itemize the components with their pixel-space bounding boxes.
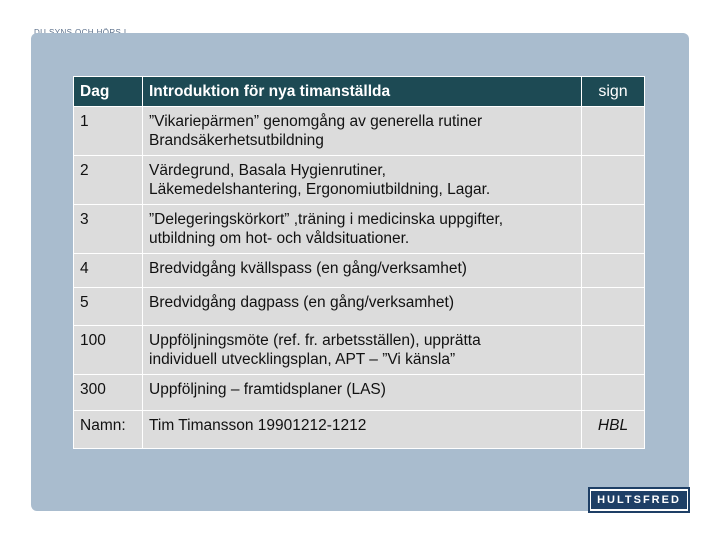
row-text-line: ”Delegeringskörkort” ,träning i medicinska uppgifter,: [149, 211, 504, 228]
row-day: 4: [74, 254, 143, 288]
footer-sign: HBL: [582, 411, 645, 449]
row-text-line: Uppföljning – framtidsplaner (LAS): [149, 381, 386, 398]
row-text-line: Värdegrund, Basala Hygienrutiner,: [149, 162, 386, 179]
footer-label: Namn:: [74, 411, 143, 449]
row-text: [143, 288, 582, 326]
row-text-line: ”Vikariepärmen” genomgång av generella rutiner: [149, 113, 483, 130]
row-day: 5: [74, 288, 143, 326]
header-title: Introduktion för nya timanställda: [143, 77, 582, 107]
row-sign-cell[interactable]: [582, 107, 645, 156]
row-text-line: Bredvidgång dagpass (en gång/verksamhet): [149, 294, 455, 311]
row-text: [143, 375, 582, 411]
header-day: Dag: [74, 77, 143, 107]
row-text-line: utbildning om hot- och våldsituationer.: [149, 230, 410, 247]
table-row: [74, 288, 645, 326]
row-text-line: Bredvidgång kvällspass (en gång/verksamhet): [149, 260, 467, 277]
row-sign-cell[interactable]: [582, 375, 645, 411]
table-row: [74, 107, 645, 156]
row-sign-cell[interactable]: [582, 205, 645, 254]
row-text-line: Uppföljningsmöte (ref. fr. arbetsställen), upprätta: [149, 332, 481, 349]
row-sign-cell[interactable]: [582, 326, 645, 375]
row-day: 300: [74, 375, 143, 411]
row-text: [143, 326, 582, 375]
table-footer-row: [74, 411, 645, 449]
row-sign-cell[interactable]: [582, 156, 645, 205]
row-sign-cell[interactable]: [582, 288, 645, 326]
hultsfred-badge-logo: [588, 487, 690, 513]
table-row: [74, 156, 645, 205]
table-row: [74, 326, 645, 375]
row-text: [143, 205, 582, 254]
row-day: 100: [74, 326, 143, 375]
header-sign: sign: [582, 77, 645, 107]
row-text-line: Brandsäkerhetsutbildning: [149, 132, 324, 149]
row-text-line: Läkemedelshantering, Ergonomiutbildning, Lagar.: [149, 181, 491, 198]
row-text: [143, 107, 582, 156]
footer-name-value: Tim Timansson 19901212-1212: [143, 411, 582, 449]
table-header-row: [74, 77, 645, 107]
table-row: [74, 375, 645, 411]
introduction-table: [73, 76, 645, 449]
badge-text: HULTSFRED: [591, 491, 687, 509]
row-text-line: individuell utvecklingsplan, APT – ”Vi känsla”: [149, 351, 456, 368]
row-day: 1: [74, 107, 143, 156]
row-day: 3: [74, 205, 143, 254]
table-row: [74, 205, 645, 254]
row-sign-cell[interactable]: [582, 254, 645, 288]
row-text: [143, 254, 582, 288]
row-text: [143, 156, 582, 205]
table-row: [74, 254, 645, 288]
row-day: 2: [74, 156, 143, 205]
